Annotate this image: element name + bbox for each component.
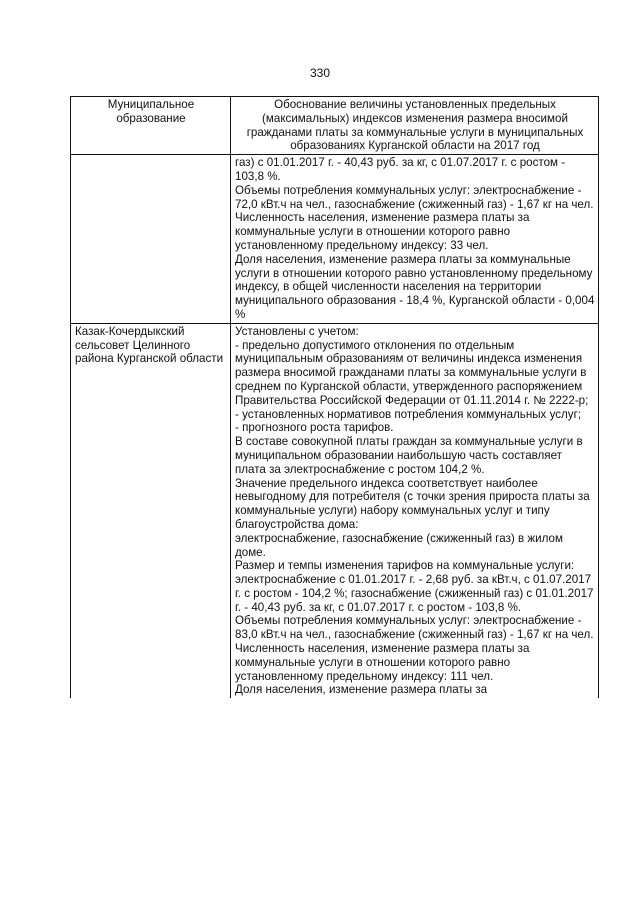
paragraph: В составе совокупной платы граждан за коммунальные услуги в муниципальном образовании наибольшую часть составляет плата за электроснабжение с ростом 104,2 %. [235,435,583,476]
municipality-cell [71,323,231,698]
page-number: 330 [309,66,331,80]
paragraph: электроснабжение, газоснабжение (сжиженный газ) в жилом доме. [235,531,563,559]
paragraph: Значение предельного индекса соответствует наиболее невыгодному для потребителя (с точки зрения прироста платы за коммунальные услуги) набору коммунальных услуг и типу благоустройства дома: [235,476,590,531]
header-municipality: Муниципальное образование [71,97,231,155]
paragraph: электроснабжение с 01.01.2017 г. - 2,68 руб. за кВт.ч, с 01.07.2017 г. с ростом - 104,2 %; газоснабжение (сжиженный газ) с 01.01.2017 г. - 40,43 руб. за кг, с 01.07.2017 г. с ростом - 103,8 %. [235,573,594,614]
paragraph: Установлены с учетом: [235,324,359,338]
tariff-justification-table [70,96,599,698]
paragraph: Размер и темпы изменения тарифов на коммунальные услуги: [235,559,575,573]
paragraph: - предельно допустимого отклонения по отдельным муниципальным образованиям от величины индекса изменения размера вносимой гражданами платы за коммунальные услуги в среднем по Курганской области, утвержденного распоряжением Правительства Российской Федерации от 01.11.2014 г. № 2222-р; [235,338,589,407]
table-row-continued [71,155,599,324]
paragraph: Доля населения, изменение размера платы за коммунальные услуги в отношении которого равно установленному предельному индексу, в общей численности населения на территории муниципального образования - 18,4 %, Курганской области - 0,004 % [235,252,595,321]
paragraph: Объемы потребления коммунальных услуг: электроснабжение - 72,0 кВт.ч на чел., газоснабжение (сжиженный газ) - 1,67 кг на чел. [235,183,594,211]
paragraph: Объемы потребления коммунальных услуг: электроснабжение - 83,0 кВт.ч на чел., газоснабжение (сжиженный газ) - 1,67 кг на чел. [235,614,594,642]
paragraph: Численность населения, изменение размера платы за коммунальные услуги в отношении которого равно установленному предельному индексу: 33 чел. [235,211,530,252]
paragraph: Доля населения, изменение размера платы за [235,683,488,697]
justification-cell [231,155,599,324]
paragraph: Численность населения, изменение размера платы за коммунальные услуги в отношении которого равно установленному предельному индексу: 111 чел. [235,642,530,683]
justification-cell [231,323,599,698]
header-justification: Обоснование величины установленных предельных (максимальных) индексов изменения размера вносимой гражданами платы за коммунальные услуги в муниципальных образованиях Курганской области на 2017 год [231,97,599,155]
table-header-row [71,97,599,155]
municipality-name: Казак-Кочердыкский сельсовет Целинного района Курганской области [75,324,224,366]
municipality-cell-empty [71,155,231,324]
paragraph: - установленных нормативов потребления коммунальных услуг; [235,407,582,421]
paragraph: - прогнозного роста тарифов. [235,421,394,435]
table-row-kazak-kocherdyk [71,323,599,698]
paragraph: газ) с 01.01.2017 г. - 40,43 руб. за кг, с 01.07.2017 г. с ростом - 103,8 %. [235,156,566,183]
